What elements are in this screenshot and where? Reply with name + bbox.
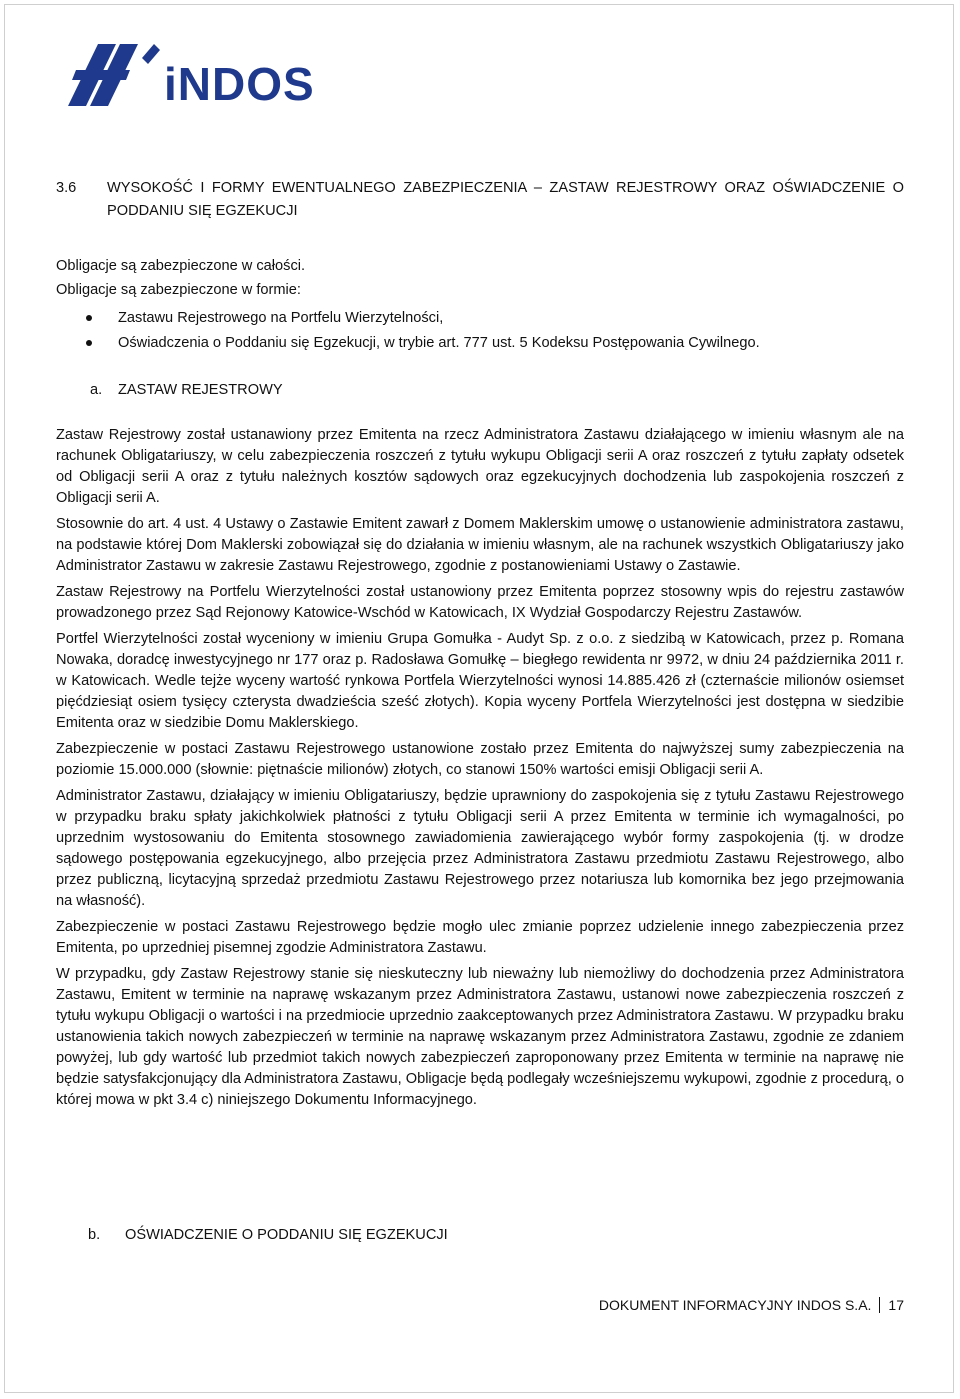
footer-divider <box>879 1297 880 1313</box>
paragraph: W przypadku, gdy Zastaw Rejestrowy stanie się nieskuteczny lub nieważny lub niemożliwy do dochodzenia przez Administratora Zastawu, Emitent w terminie na naprawę wskazanym przez Administratora Zastawu, ustanowi nowe zabezpieczenia roszczeń z tytułu wykupu Obligacji o wartości i na przedmiocie uprzednio zaakceptowanych przez Administratora Zastawu. W przypadku braku ustanowienia takich nowych zabezpieczeń w terminie na naprawę wskazanym przez Administratora Zastawu, zgodnie ze zdaniem powyżej, lub gdy wartość lub przedmiot takich nowych zabezpieczeń zaproponowany przez Emitenta w terminie na naprawę nie będzie satysfakcjonujący dla Administratora Zastawu, Obligacje będą podlegały wcześniejszemu wykupowi, zgodnie z procedurą, o której mowa w pkt 3.4 c) niniejszego Dokumentu Informacyjnego. <box>56 966 904 1108</box>
paragraph: Zabezpieczenie w postaci Zastawu Rejestrowego ustanowione zostało przez Emitenta do najwyższej sumy zabezpieczenia na poziomie 15.000.000 (słownie: piętnaście milionów) złotych, co stanowi 150% wartości emisji Obligacji serii A. <box>56 741 904 778</box>
section-heading <box>56 177 904 223</box>
paragraph: Zastaw Rejestrowy został ustanawiony przez Emitenta na rzecz Administratora Zastawu działającego w imieniu własnym ale na rachunek Obligatariuszy, w celu zabezpieczenia roszczeń z tytułu wykupu Obligacji serii A oraz roszczeń z tytułu zapłaty odsetek od Obligacji serii A oraz z tytułu należnych kosztów sądowych oraz egzekucyjnych dochodzenia lub zaspokojenia roszczeń z Obligacji serii A. <box>56 427 904 506</box>
logo-wordmark: iNDOS <box>164 58 315 110</box>
section-title: WYSOKOŚĆ I FORMY EWENTUALNEGO ZABEZPIECZENIA – ZASTAW REJESTROWY ORAZ OŚWIADCZENIE O PODDANIU SIĘ EGZEKUCJI <box>107 180 904 219</box>
bullet-icon <box>86 340 92 346</box>
paragraph: Zastaw Rejestrowy na Portfelu Wierzytelności został ustanowiony przez Emitenta poprzez stosowny wpis do rejestru zastawów prowadzonego przez Sąd Rejonowy Katowice-Wschód w Katowicach, IX Wydział Gospodarczy Rejestru Zastawów. <box>56 584 904 621</box>
footer-document-title: DOKUMENT INFORMACYJNY INDOS S.A. <box>598 1297 872 1313</box>
list-item-text: Oświadczenia o Poddaniu się Egzekucji, w trybie art. 777 ust. 5 Kodeksu Postępowania Cywilnego. <box>118 335 760 351</box>
indos-logo-mark <box>68 40 338 112</box>
list-item-text: Zastawu Rejestrowego na Portfelu Wierzytelności, <box>118 310 444 326</box>
subsection-b-label: b. <box>88 1227 101 1243</box>
paragraph: Zabezpieczenie w postaci Zastawu Rejestrowego będzie mogło ulec zmianie poprzez udzielenie innego zabezpieczenia przez Emitenta, po uprzedniej pisemnej zgodzie Administratora Zastawu. <box>56 919 904 956</box>
company-logo <box>68 40 338 112</box>
subsection-b-title: OŚWIADCZENIE O PODDANIU SIĘ EGZEKUCJI <box>125 1227 448 1243</box>
paragraph: Administrator Zastawu, działający w imieniu Obligatariuszy, będzie uprawniony do zaspokojenia się z tytułu Zastawu Rejestrowego w przypadku braku spłaty jakichkolwiek płatności z tytułu Obligacji serii A przez Emitenta w terminie ich wymagalności, po uprzednim wystosowaniu do Emitenta stosownego zawiadomienia zawierającego wybór formy zaspokojenia (tj. w drodze sądowego postępowania egzekucyjnego, albo przejęcia przez Administratora Zastawu przedmiotu Zastawu Rejestrowego, albo przez publiczną, licytacyjną sprzedaż przedmiotu Zastawu Rejestrowego przez notariusza lub komornika bez jego przejmowania na własność). <box>56 788 904 909</box>
paragraph: Stosownie do art. 4 ust. 4 Ustawy o Zastawie Emitent zawarł z Domem Maklerskim umowę o ustanowienie administratora zastawu, na podstawie której Dom Maklerski zobowiązał się do działania w imieniu własnym, ale na rachunek wszystkich Obligatariuszy jako Administrator Zastawu w zakresie Zastawu Rejestrowego, zgodnie z postanowieniami Ustawy o Zastawie. <box>56 516 904 574</box>
intro-line-2: Obligacje są zabezpieczone w formie: <box>56 282 301 298</box>
body-text <box>56 425 904 1116</box>
bullet-icon <box>86 315 92 321</box>
section-number: 3.6 <box>56 180 77 196</box>
subsection-a-title: ZASTAW REJESTROWY <box>118 382 283 398</box>
page-footer <box>599 1296 904 1314</box>
subsection-a-label: a. <box>90 382 103 398</box>
page-number: 17 <box>888 1297 904 1313</box>
paragraph: Portfel Wierzytelności został wyceniony w imieniu Grupa Gomułka - Audyt Sp. z o.o. z siedzibą w Katowicach, przez p. Romana Nowaka, doradcę inwestycyjnego nr 177 oraz p. Radosława Gomułkę – biegłego rewidenta nr 9972, w dniu 24 października 2011 r. w Katowicach. Wedle tejże wyceny wartość rynkowa Portfela Wierzytelności wynosi 14.885.426 zł (czternaście milionów osiemset pięćdziesiąt osiem tysięcy czterysta dwadzieścia sześć złotych). Kopia wyceny Portfela Wierzytelności jest dostępna w siedzibie Emitenta oraz w siedzibie Domu Maklerskiego. <box>56 631 904 731</box>
intro-line-1: Obligacje są zabezpieczone w całości. <box>56 258 306 274</box>
